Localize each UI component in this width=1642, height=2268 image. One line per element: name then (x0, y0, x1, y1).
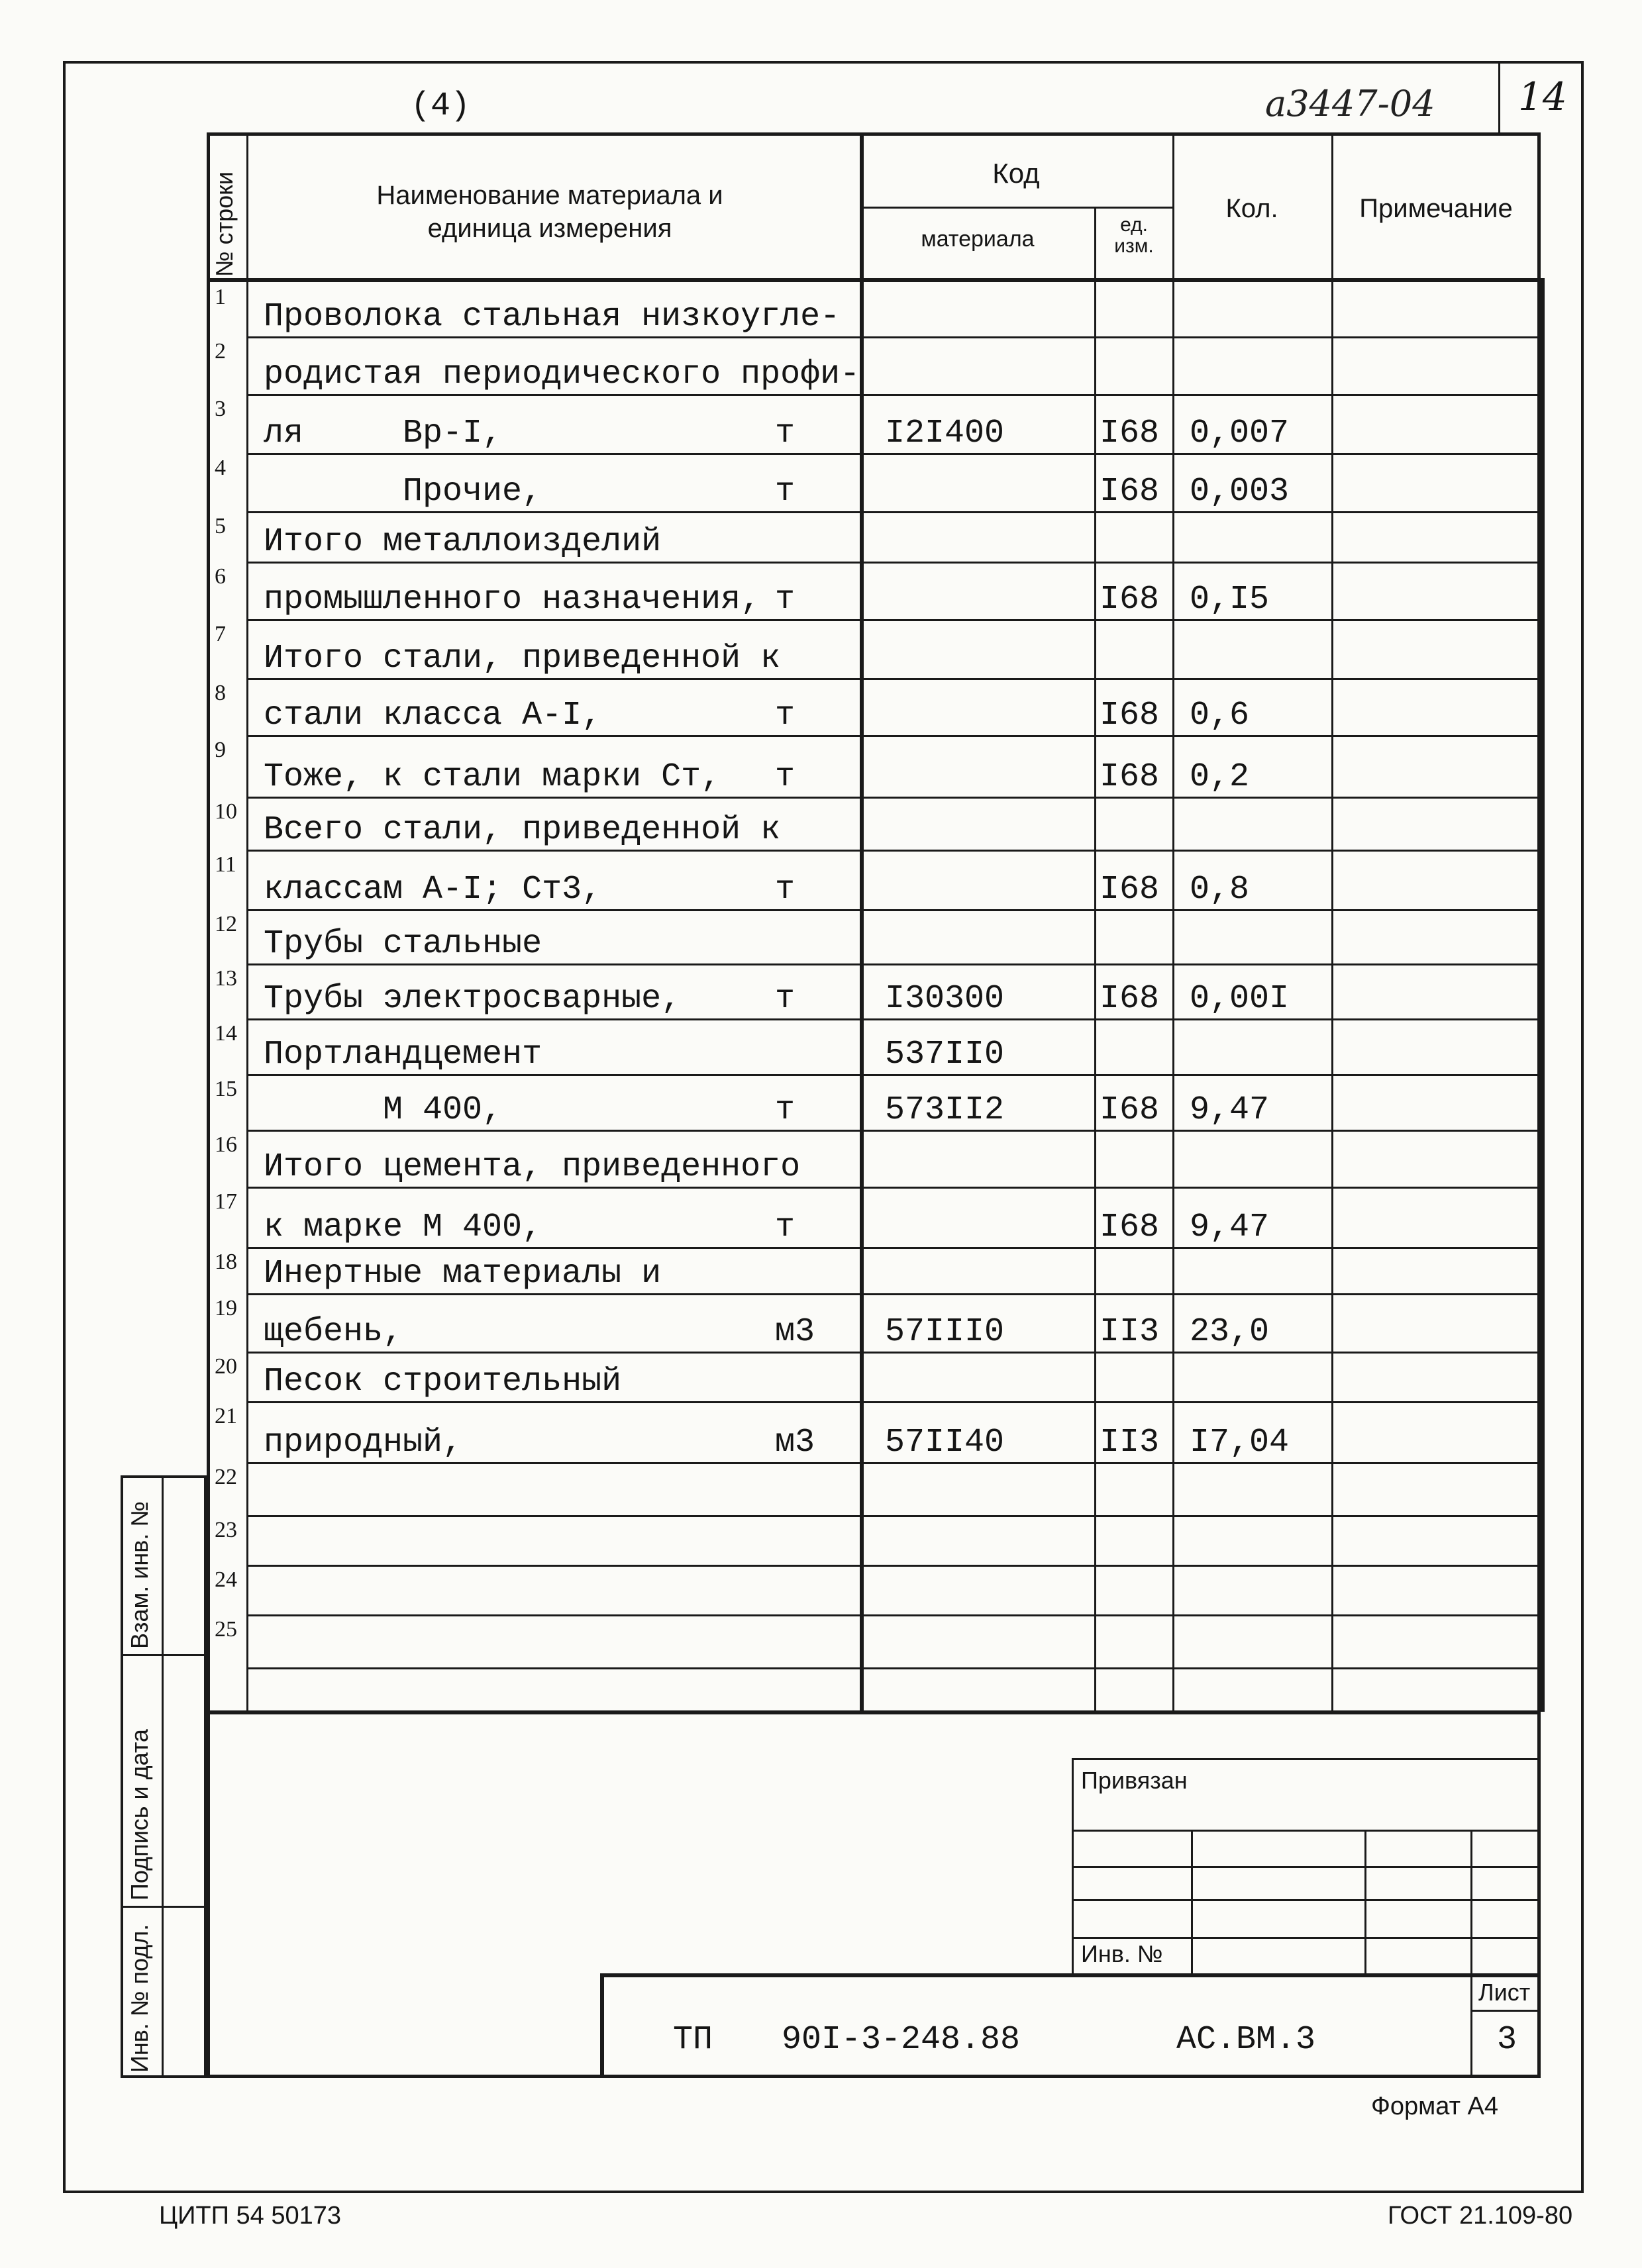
row-material-name: ля Вр-I, (264, 415, 503, 452)
row-unit-code: I68 (1100, 473, 1160, 511)
row-material-name: промышленного назначения, (264, 581, 761, 618)
page-number: 14 (1518, 74, 1567, 119)
row-divider (246, 1614, 1541, 1616)
title-block-sheet-line (1470, 2010, 1541, 2012)
row-divider (246, 963, 1541, 965)
row-number: 24 (215, 1567, 237, 1592)
row-quantity: 0,007 (1190, 415, 1290, 452)
row-material-code: I30300 (885, 980, 1005, 1018)
row-divider (246, 1293, 1541, 1295)
header-bottom-line (207, 278, 1541, 282)
header-material-code: материала (921, 226, 1035, 252)
row-material-name: Итого металлоизделий (264, 523, 662, 561)
row-quantity: 0,8 (1190, 871, 1250, 909)
row-quantity: 0,003 (1190, 473, 1290, 511)
row-material-name: к марке М 400, (264, 1208, 542, 1246)
row-quantity: 0,I5 (1190, 581, 1270, 618)
row-material-name: Трубы электросварные, (264, 980, 682, 1018)
row-number: 7 (215, 622, 226, 646)
row-number: 4 (215, 456, 226, 480)
row-divider (246, 511, 1541, 513)
row-divider (246, 797, 1541, 799)
header-row-number: № строки (211, 171, 238, 277)
row-unit: т (775, 415, 795, 452)
side-stamp-line-1 (121, 1654, 207, 1656)
row-quantity: 0,2 (1190, 758, 1250, 796)
header-unit-code: ед. изм. (1114, 214, 1154, 257)
row-divider (246, 1462, 1541, 1464)
row-material-name: Тоже, к стали марки Ст, (264, 758, 721, 796)
row-unit-code: I68 (1100, 871, 1160, 909)
row-material-name: Прочие, (264, 473, 542, 511)
side-stamp-line-2 (121, 1906, 207, 1908)
row-quantity: 23,0 (1190, 1313, 1270, 1351)
header-note: Примечание (1359, 194, 1513, 223)
title-block-top (600, 1973, 1541, 1977)
row-number: 2 (215, 339, 226, 364)
row-unit: т (775, 1208, 795, 1246)
col-line-qty (1331, 132, 1333, 1712)
col-line-unit (1172, 132, 1174, 1712)
row-material-name: стали класса А-I, (264, 697, 602, 734)
row-material-name: Итого цемента, приведенного (264, 1148, 801, 1186)
row-unit-code: I68 (1100, 697, 1160, 734)
row-material-name: родистая периодического профи- (264, 356, 860, 393)
col-line-note (1541, 278, 1545, 1712)
row-material-name: классам А-I; Ст3, (264, 871, 602, 909)
row-number: 3 (215, 397, 226, 421)
row-material-code: 57II40 (885, 1424, 1005, 1461)
row-number: 11 (215, 852, 236, 877)
binding-col-3 (1470, 1830, 1472, 1973)
row-unit: т (775, 1091, 795, 1129)
row-unit: т (775, 697, 795, 734)
row-divider (246, 678, 1541, 680)
col-line-name (860, 132, 864, 1712)
row-unit-code: I68 (1100, 1091, 1160, 1129)
row-unit: т (775, 581, 795, 618)
col-line-rownum (246, 132, 248, 1712)
sheet-label: Лист (1478, 1979, 1531, 2006)
header-qty: Кол. (1225, 194, 1278, 223)
row-unit-code: I68 (1100, 415, 1160, 452)
row-material-name: природный, (264, 1424, 463, 1461)
side-orig-inv: Инв. № подл. (126, 1924, 153, 2073)
row-material-name: М 400, (264, 1091, 503, 1129)
row-quantity: 0,00I (1190, 980, 1290, 1018)
row-unit-code: II3 (1100, 1424, 1160, 1461)
header-code: Код (992, 158, 1040, 189)
row-divider (246, 1130, 1541, 1132)
row-material-code: 573II2 (885, 1091, 1005, 1129)
sheet-number: 3 (1497, 2021, 1517, 2059)
row-number: 15 (215, 1077, 237, 1101)
row-unit-code: I68 (1100, 1208, 1160, 1246)
side-sign-date: Подпись и дата (126, 1729, 153, 1900)
row-material-name: щебень, (264, 1313, 403, 1351)
row-unit: т (775, 980, 795, 1018)
row-number: 6 (215, 564, 226, 589)
row-number: 8 (215, 681, 226, 705)
row-divider (246, 850, 1541, 852)
binding-inv-no: Инв. № (1081, 1940, 1163, 1967)
format-label: Формат А4 (1371, 2093, 1499, 2120)
row-unit: м3 (775, 1424, 815, 1461)
row-number: 1 (215, 285, 226, 309)
row-divider (246, 453, 1541, 455)
row-divider (246, 394, 1541, 396)
section-number: (4) (411, 87, 471, 125)
row-quantity: 9,47 (1190, 1208, 1270, 1246)
binding-top-line (1072, 1758, 1541, 1760)
row-material-name: Трубы стальные (264, 925, 542, 963)
binding-col-1 (1191, 1830, 1193, 1973)
page-number-divider (1498, 61, 1500, 132)
row-unit-code: I68 (1100, 758, 1160, 796)
row-material-name: Портландцемент (264, 1036, 542, 1073)
row-number: 14 (215, 1021, 237, 1046)
row-divider (246, 336, 1541, 338)
row-number: 18 (215, 1250, 237, 1274)
row-number: 19 (215, 1296, 237, 1320)
row-material-name: Итого стали, приведенной к (264, 640, 781, 677)
title-project-number: 90I-3-248.88 (782, 2021, 1021, 2059)
footer-left: ЦИТП 54 50173 (159, 2202, 341, 2230)
row-number: 10 (215, 799, 237, 824)
row-quantity: 9,47 (1190, 1091, 1270, 1129)
code-subheader-line (860, 207, 1172, 209)
row-number: 20 (215, 1354, 237, 1379)
row-number: 9 (215, 738, 226, 762)
binding-title: Привязан (1081, 1767, 1188, 1794)
header-name: Наименование материала и единица измерения (376, 181, 723, 243)
row-number: 21 (215, 1404, 237, 1428)
row-divider (246, 735, 1541, 737)
row-divider (246, 1667, 1541, 1669)
table-bottom-line (207, 1710, 1541, 1714)
row-unit-code: II3 (1100, 1313, 1160, 1351)
row-number: 22 (215, 1465, 237, 1489)
row-divider (246, 909, 1541, 911)
row-number: 5 (215, 514, 226, 538)
title-tp: ТП (673, 2021, 713, 2059)
row-divider (246, 1352, 1541, 1354)
row-divider (246, 1018, 1541, 1020)
row-divider (246, 1401, 1541, 1403)
row-number: 16 (215, 1132, 237, 1157)
row-divider (246, 1187, 1541, 1189)
binding-col-2 (1364, 1830, 1366, 1973)
row-divider (246, 1515, 1541, 1517)
row-divider (246, 1247, 1541, 1249)
footer-right: ГОСТ 21.109-80 (1388, 2202, 1573, 2230)
row-unit: т (775, 758, 795, 796)
row-number: 13 (215, 966, 237, 991)
row-unit: т (775, 473, 795, 511)
row-unit-code: I68 (1100, 980, 1160, 1018)
row-number: 17 (215, 1189, 237, 1214)
row-number: 12 (215, 912, 237, 936)
row-divider (246, 562, 1541, 564)
title-block-sheet-divider (1470, 1973, 1472, 2078)
row-material-name: Всего стали, приведенной к (264, 811, 781, 849)
side-stamp-divider (162, 1475, 164, 2078)
document-code: а3447-04 (1265, 83, 1435, 124)
row-divider (246, 1565, 1541, 1567)
col-line-material (1094, 207, 1096, 1712)
row-unit: м3 (775, 1313, 815, 1351)
row-material-name: Проволока стальная низкоугле- (264, 298, 841, 336)
side-exchange-inv: Взам. инв. № (126, 1501, 153, 1649)
row-number: 23 (215, 1518, 237, 1542)
row-unit: т (775, 871, 795, 909)
row-material-name: Инертные материалы и (264, 1255, 662, 1293)
row-quantity: I7,04 (1190, 1424, 1290, 1461)
row-divider (246, 1074, 1541, 1076)
row-material-code: 537II0 (885, 1036, 1005, 1073)
row-number: 25 (215, 1617, 237, 1642)
row-unit-code: I68 (1100, 581, 1160, 618)
row-material-code: 57III0 (885, 1313, 1005, 1351)
title-mark: АС.ВМ.3 (1176, 2021, 1316, 2059)
row-quantity: 0,6 (1190, 697, 1250, 734)
row-material-code: I2I400 (885, 415, 1005, 452)
row-material-name: Песок строительный (264, 1363, 622, 1401)
row-divider (246, 619, 1541, 621)
title-block-left (600, 1973, 604, 2078)
